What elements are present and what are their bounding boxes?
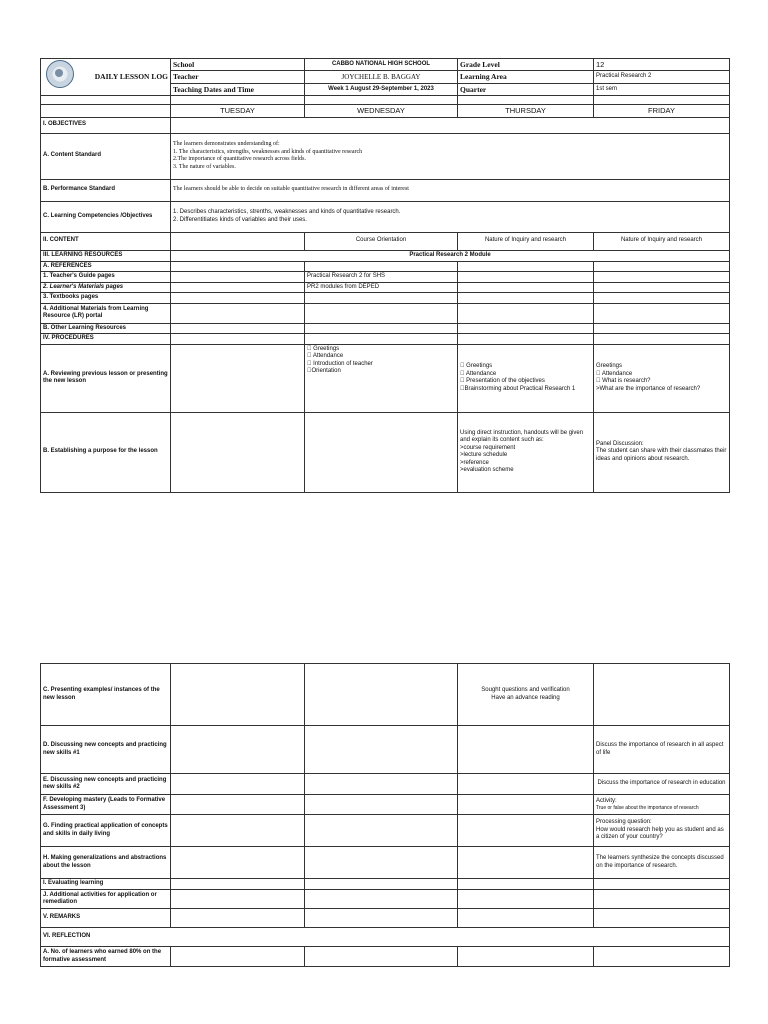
learning-resources-label: III. LEARNING RESOURCES [41, 250, 171, 261]
quarter-value: 1st sem [594, 83, 730, 95]
procedure-a-label: A. Reviewing previous lesson or presenting the new lesson [41, 344, 171, 412]
content-standard-value: The learners demonstrates understanding of: 1. The characteristics, strengths, weaknesses and kinds of quantitative research 2.The importance of quantitative research across fields. 3. The nature of variables. [171, 133, 730, 179]
procedure-h-label: H. Making generalizations and abstractions about the lesson [41, 847, 171, 879]
learning-resources-value: Practical Research 2 Module [171, 250, 730, 261]
procedure-f-friday-detail: True or false about the importance of research [596, 805, 699, 812]
additional-materials-label: 4. Additional Materials from Learning Resource (LR) portal [41, 303, 171, 323]
procedure-b-label: B. Establishing a purpose for the lesson [41, 412, 171, 492]
procedure-g-friday: Processing question: How would research help you as student and as a citizen of your country? [594, 815, 730, 847]
teachers-guide-label: 1. Teacher's Guide pages [41, 272, 171, 283]
learning-area-value: Practical Research 2 [594, 71, 730, 83]
procedure-h-friday: The learners synthesize the concepts discussed on the importance of research. [594, 847, 730, 879]
content-thursday: Nature of Inquiry and research [458, 232, 594, 250]
objectives-heading: I. OBJECTIVES [41, 117, 171, 133]
content-friday: Nature of Inquiry and research [594, 232, 730, 250]
procedure-f-friday [594, 795, 730, 815]
procedure-e-friday: Discuss the importance of research in education [594, 774, 730, 795]
procedure-i-label: I. Evaluating learning [41, 879, 171, 890]
day-header-tuesday: TUESDAY [171, 105, 305, 117]
procedure-f-friday-title: Activity: [596, 797, 617, 804]
procedure-f-label: F. Developing mastery (Leads to Formative Assessment 3) [41, 795, 171, 815]
competencies-label: C. Learning Competencies /Objectives [41, 201, 171, 232]
learners-materials-value: PR2 modules from DEPED [305, 282, 458, 293]
other-resources-label: B. Other Learning Resources [41, 323, 171, 334]
procedure-b-thursday: Using direct instruction, handouts will be given and explain its content such as: >course requirement >lecture schedule >reference >evaluation scheme [458, 412, 594, 492]
references-label: A. REFERENCES [41, 261, 171, 272]
performance-standard-value: The learners should be able to decide on suitable quantitative research in different areas of interest [171, 179, 730, 201]
procedure-g-label: G. Finding practical application of concepts and skills in daily living [41, 815, 171, 847]
page-title: DAILY LESSON LOG [41, 59, 171, 96]
lesson-log-table-page2 [40, 663, 730, 967]
school-label: School [171, 59, 305, 71]
school-value: CABBO NATIONAL HIGH SCHOOL [305, 59, 458, 71]
teacher-value: JOYCHELLE B. BAGGAY [305, 71, 458, 83]
remarks-label: V. REMARKS [41, 909, 171, 928]
teacher-label: Teacher [171, 71, 305, 83]
dates-value: Week 1 August 29-September 1, 2023 [305, 83, 458, 95]
procedure-a-wednesday:   Greetings   Attendance   Introduction of teacher  Orientation [305, 344, 458, 412]
reflection-a-label: A. No. of learners who earned 80% on the formative assessment [41, 947, 171, 967]
content-wednesday: Course Orientation [305, 232, 458, 250]
textbooks-label: 3. Textbooks pages [41, 293, 171, 304]
procedure-c-label: C. Presenting examples/ instances of the new lesson [41, 664, 171, 726]
day-header-wednesday: WEDNESDAY [305, 105, 458, 117]
content-standard-label: A. Content Standard [41, 133, 171, 179]
procedure-e-label: E. Discussing new concepts and practicing new skills #2 [41, 774, 171, 795]
grade-level-label: Grade Level [458, 59, 594, 71]
procedure-a-friday: Greetings   Attendance   What is research? >What are the importance of research? [594, 344, 730, 412]
procedure-c-thursday: Sought questions and verification Have an advance reading [458, 664, 594, 726]
learning-area-label: Learning Area [458, 71, 594, 83]
quarter-label: Quarter [458, 83, 594, 95]
reflection-label: VI. REFLECTION [41, 928, 730, 947]
procedure-j-label: J. Additional activities for application or remediation [41, 890, 171, 909]
teachers-guide-value: Practical Research 2 for SHS [305, 272, 458, 283]
lesson-log-table-page1 [40, 58, 730, 493]
grade-level-value: 12 [594, 59, 730, 71]
procedures-label: IV. PROCEDURES [41, 334, 171, 345]
day-header-thursday: THURSDAY [458, 105, 594, 117]
competencies-value: 1. Describes characteristics, strenths, weaknesses and kinds of quantitative research. 2. Differentitiates kinds of variables and their uses. [171, 201, 730, 232]
procedure-a-thursday:   Greetings   Attendance   Presentation of the objectives  Brainstorming about Practical Research 1 [458, 344, 594, 412]
learners-materials-label: 2. Learner's Materials pages [41, 282, 171, 293]
procedure-d-friday: Discuss the importance of research in all aspect of life [594, 726, 730, 774]
procedure-b-friday: Panel Discussion: The student can share with their classmates their ideas and opinions about research. [594, 412, 730, 492]
performance-standard-label: B. Performance Standard [41, 179, 171, 201]
procedure-d-label: D. Discussing new concepts and practicing new skills #1 [41, 726, 171, 774]
content-label: II. CONTENT [41, 232, 171, 250]
day-header-friday: FRIDAY [594, 105, 730, 117]
dates-label: Teaching Dates and Time [171, 83, 305, 95]
